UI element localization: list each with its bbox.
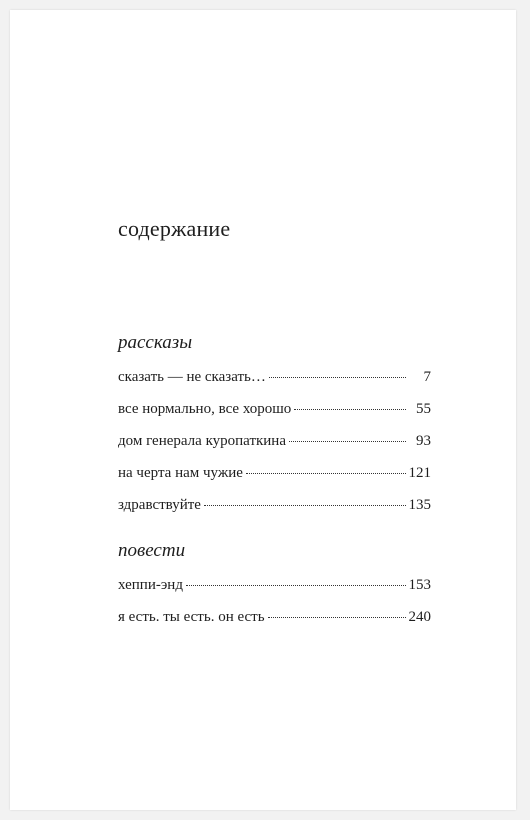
toc-entry-page: 135 <box>408 497 431 513</box>
dot-leader <box>269 377 406 378</box>
dot-leader <box>268 617 406 618</box>
dot-leader <box>246 473 406 474</box>
toc-entry-page: 121 <box>408 465 431 481</box>
dot-leader <box>204 505 406 506</box>
dot-leader <box>294 409 406 410</box>
toc-entry-page: 153 <box>408 577 431 593</box>
toc-entry-page: 93 <box>416 433 431 449</box>
toc-entry-title: дом генерала куропаткина <box>118 433 286 449</box>
toc-entry-title: на черта нам чужие <box>118 465 243 481</box>
toc-entry-page: 7 <box>423 369 431 385</box>
toc-entry-title: я есть. ты есть. он есть <box>118 609 265 625</box>
toc-entry-title: все нормально, все хорошо <box>118 401 292 417</box>
toc-entry-title: здравствуйте <box>118 497 201 513</box>
page-title: содержание <box>118 216 231 241</box>
toc-entry <box>118 464 431 482</box>
book-page <box>10 10 516 810</box>
dot-leader <box>186 585 406 586</box>
toc-entry <box>118 368 431 386</box>
dot-leader <box>289 441 406 442</box>
toc-entry <box>118 608 431 626</box>
toc-entry-title: сказать — не сказать… <box>118 369 266 385</box>
toc-entry-title: хеппи-энд <box>118 577 183 593</box>
toc-entry-page: 240 <box>408 609 431 625</box>
toc-entry <box>118 496 431 514</box>
toc-entry <box>118 576 431 594</box>
toc-entry <box>118 400 431 418</box>
toc-entry-page: 55 <box>416 401 431 417</box>
section-heading-stories: рассказы <box>118 332 193 353</box>
toc-entry <box>118 432 431 450</box>
section-heading-novellas: повести <box>118 540 186 561</box>
